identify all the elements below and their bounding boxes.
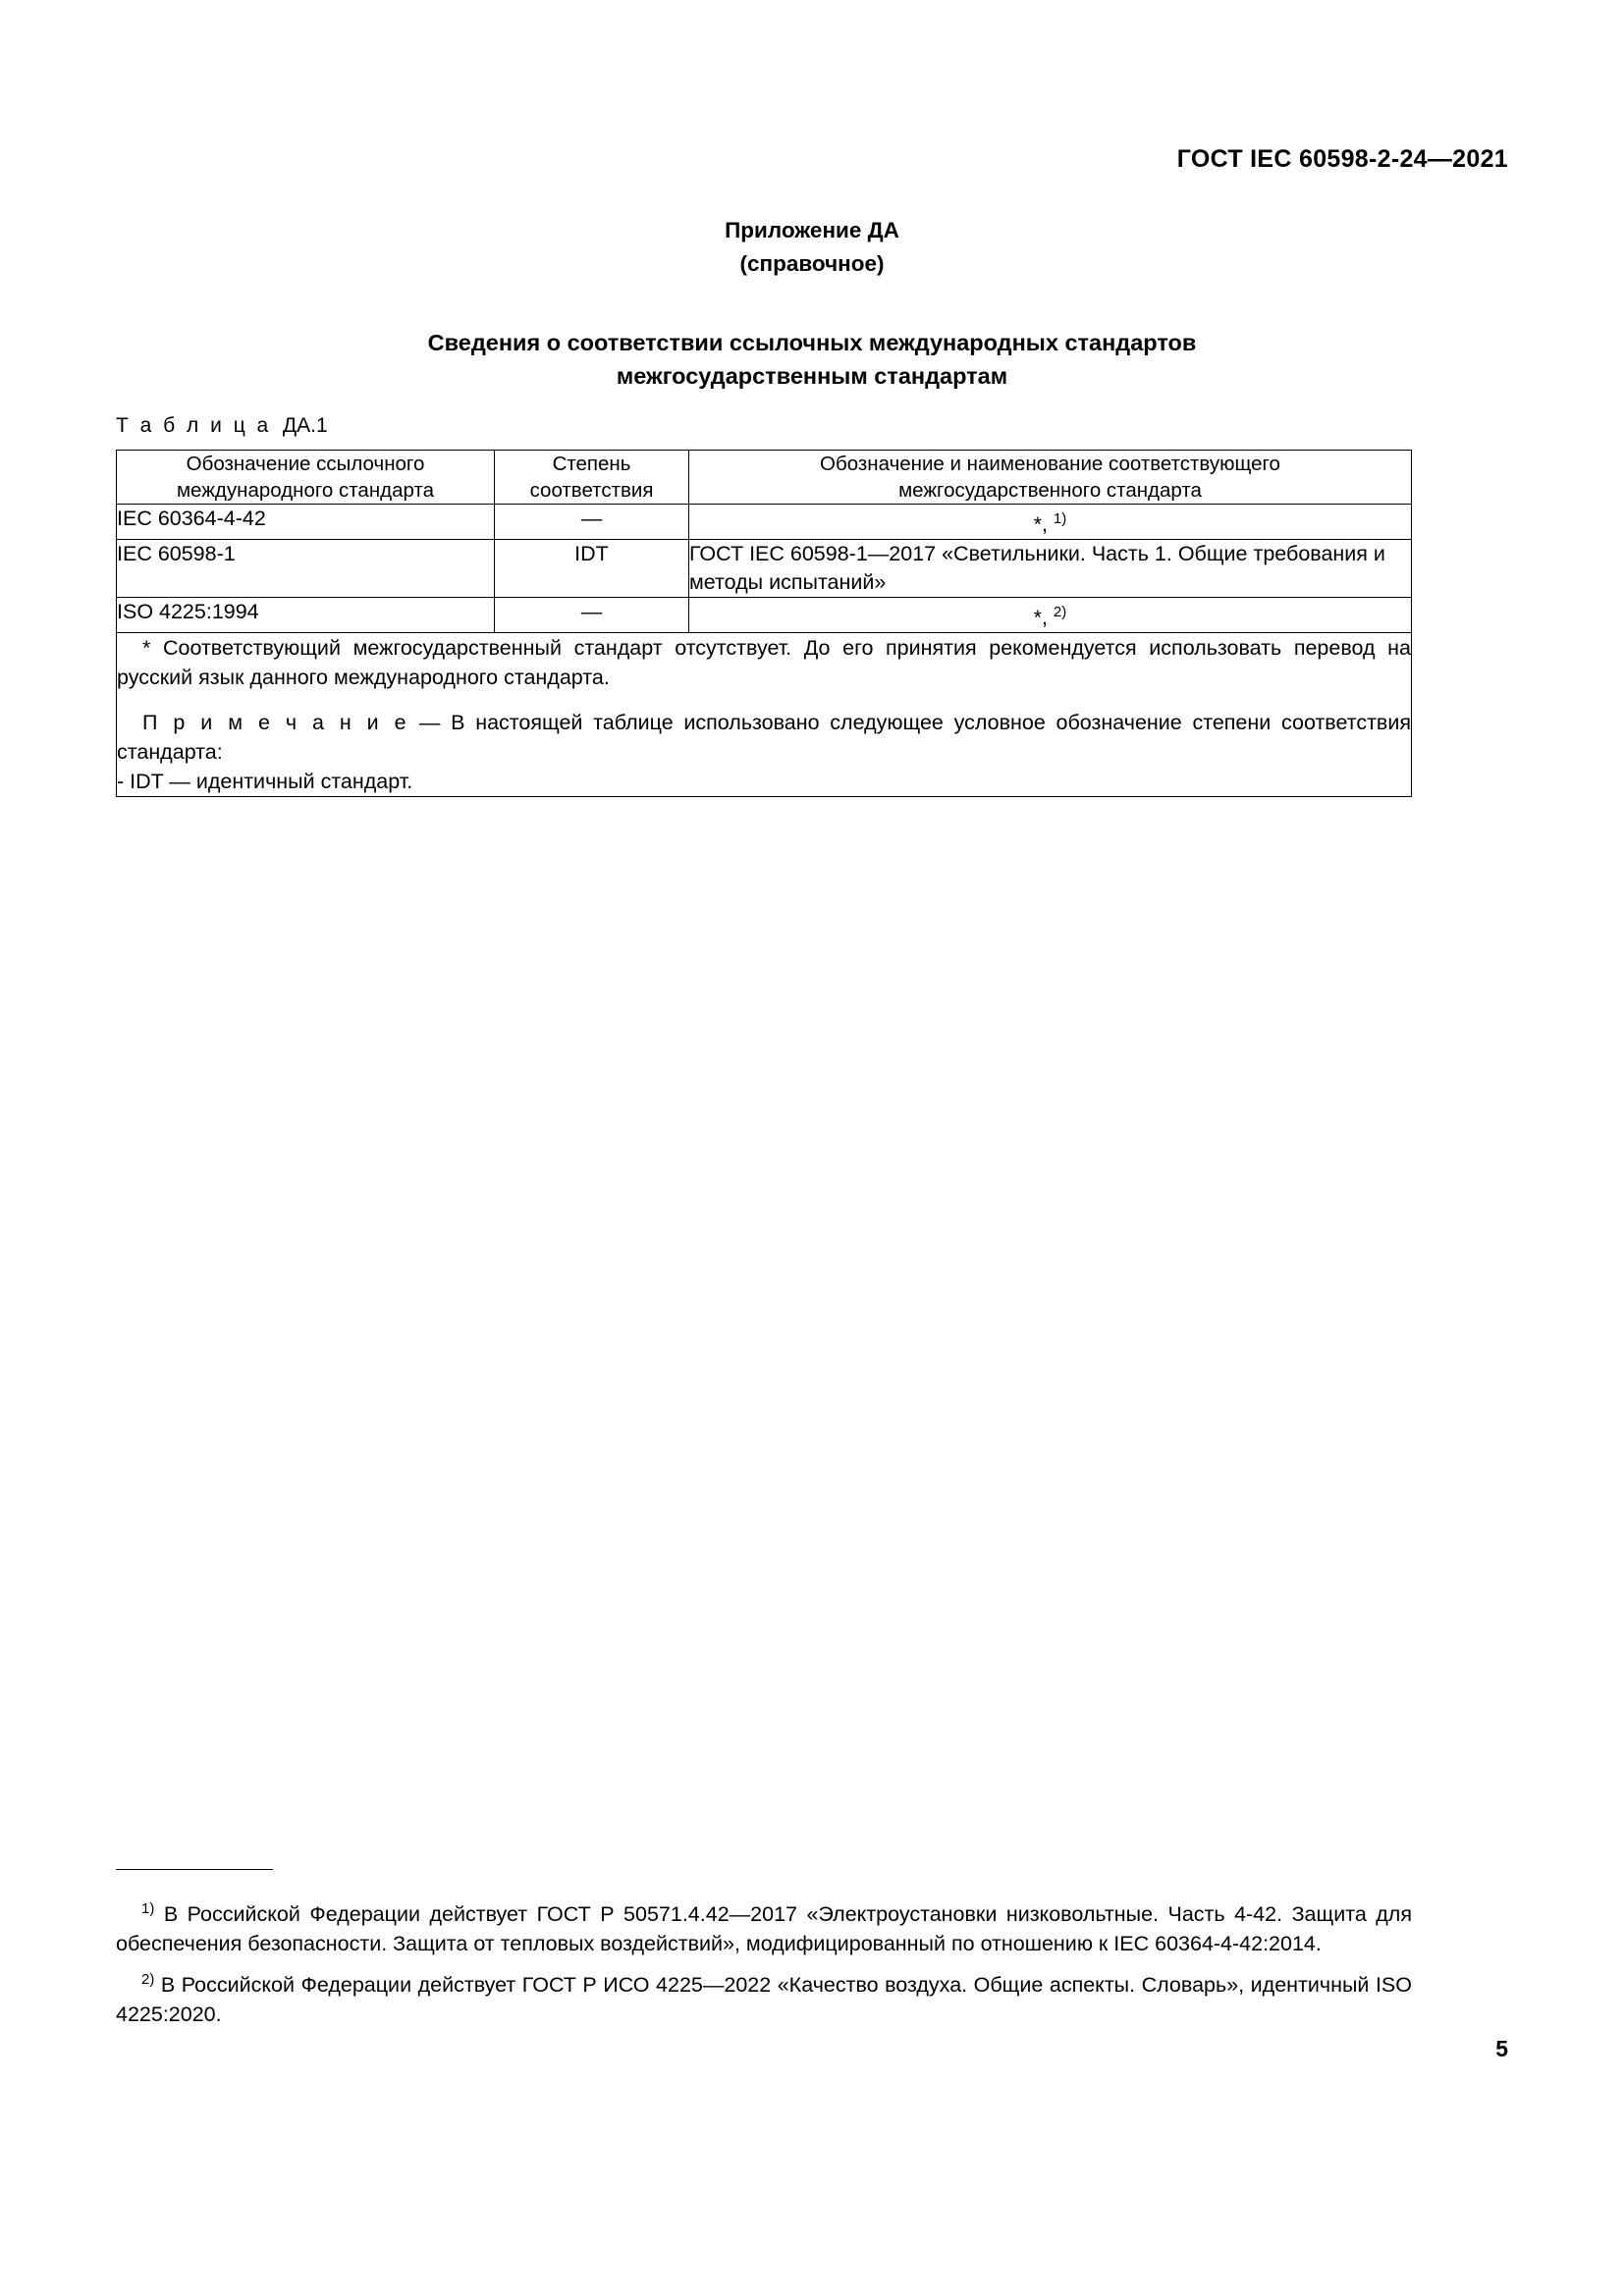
cell-reference-standard: ISO 4225:1994 xyxy=(117,598,495,633)
table-note-general xyxy=(117,708,1411,767)
header-ref-line-2: международного стандарта xyxy=(176,479,435,502)
footnote-separator-rule xyxy=(116,1869,273,1870)
annex-heading-line-2: межгосударственным стандартам xyxy=(616,363,1008,389)
footnote-1-text: В Российской Федерации действует ГОСТ Р 50571.4.42—2017 «Электроустановки низковольтные. Часть 4-42. Защита для обеспечения безопасности. Защита от тепловых воздействий», модифицированный по отношению к IEC 60364-4-42:2014. xyxy=(116,1902,1412,1956)
cell-reference-standard: IEC 60364-4-42 xyxy=(117,505,495,540)
cell-degree: IDT xyxy=(495,540,689,598)
footnote-star: * xyxy=(1033,513,1042,537)
table-row xyxy=(117,505,1412,540)
footnote-star: * xyxy=(1033,607,1042,630)
table-note-body: — В настоящей таблице использовано следующее условное обозначение степени соответствия стандарта: xyxy=(117,711,1411,765)
header-national-line-1: Обозначение и наименование соответствующего xyxy=(820,453,1280,475)
table-caption-word: Т а б л и ц а xyxy=(116,414,272,437)
annex-title: Приложение ДА xyxy=(725,218,899,242)
correspondence-table xyxy=(116,450,1412,797)
table-header-cell-reference xyxy=(117,451,495,505)
header-degree-line-2: соответствия xyxy=(529,479,654,502)
table-row xyxy=(117,598,1412,633)
comma-separator: , xyxy=(1041,512,1054,537)
footnote-ref-1: 1) xyxy=(1053,510,1067,527)
table-header-cell-national xyxy=(689,451,1412,505)
cell-degree: — xyxy=(495,505,689,540)
annex-heading-line-1: Сведения о соответствии ссылочных международных стандартов xyxy=(427,330,1197,355)
table-header-cell-degree xyxy=(495,451,689,505)
annex-subtitle: (справочное) xyxy=(739,251,885,276)
cell-reference-standard: IEC 60598-1 xyxy=(117,540,495,598)
table-caption-number: ДА.1 xyxy=(282,414,328,437)
cell-national-standard xyxy=(689,505,1412,540)
correspondence-table-wrapper xyxy=(116,450,1412,797)
annex-heading xyxy=(116,326,1508,393)
table-notes-cell xyxy=(117,633,1412,797)
cell-degree: — xyxy=(495,598,689,633)
table-note-item: - IDT — идентичный стандарт. xyxy=(117,770,413,794)
cell-national-standard: ГОСТ IEC 60598-1—2017 «Светильники. Часть 1. Общие требования и методы испытаний» xyxy=(689,540,1412,598)
footnote-2-mark: 2) xyxy=(141,1971,155,1989)
footnote-2 xyxy=(116,1965,1412,2029)
header-ref-line-1: Обозначение ссылочного xyxy=(186,453,425,475)
header-degree-line-1: Степень xyxy=(552,453,631,475)
table-header-row xyxy=(117,451,1412,505)
table-note-star: * Соответствующий межгосударственный стандарт отсутствует. До его принятия рекомендуется использовать перевод на русский язык данного международного стандарта. xyxy=(117,636,1411,690)
table-caption xyxy=(116,414,328,438)
cell-national-standard xyxy=(689,598,1412,633)
footnotes-block xyxy=(116,1895,1412,2029)
footnote-1-mark: 1) xyxy=(141,1900,155,1917)
footnote-2-text: В Российской Федерации действует ГОСТ Р ИСО 4225—2022 «Качество воздуха. Общие аспекты. Словарь», идентичный ISO 4225:2020. xyxy=(116,1973,1412,2027)
header-national-line-2: межгосударственного стандарта xyxy=(898,479,1202,502)
table-notes-row xyxy=(117,633,1412,797)
annex-title-block xyxy=(116,214,1508,393)
document-header-standard-id: ГОСТ IEC 60598-2-24—2021 xyxy=(1176,145,1508,173)
table-row xyxy=(117,540,1412,598)
footnote-1 xyxy=(116,1895,1412,1958)
table-note-label: П р и м е ч а н и е xyxy=(142,711,409,735)
comma-separator: , xyxy=(1041,606,1054,630)
footnote-ref-2: 2) xyxy=(1053,604,1067,621)
page-number: 5 xyxy=(1495,2036,1508,2061)
